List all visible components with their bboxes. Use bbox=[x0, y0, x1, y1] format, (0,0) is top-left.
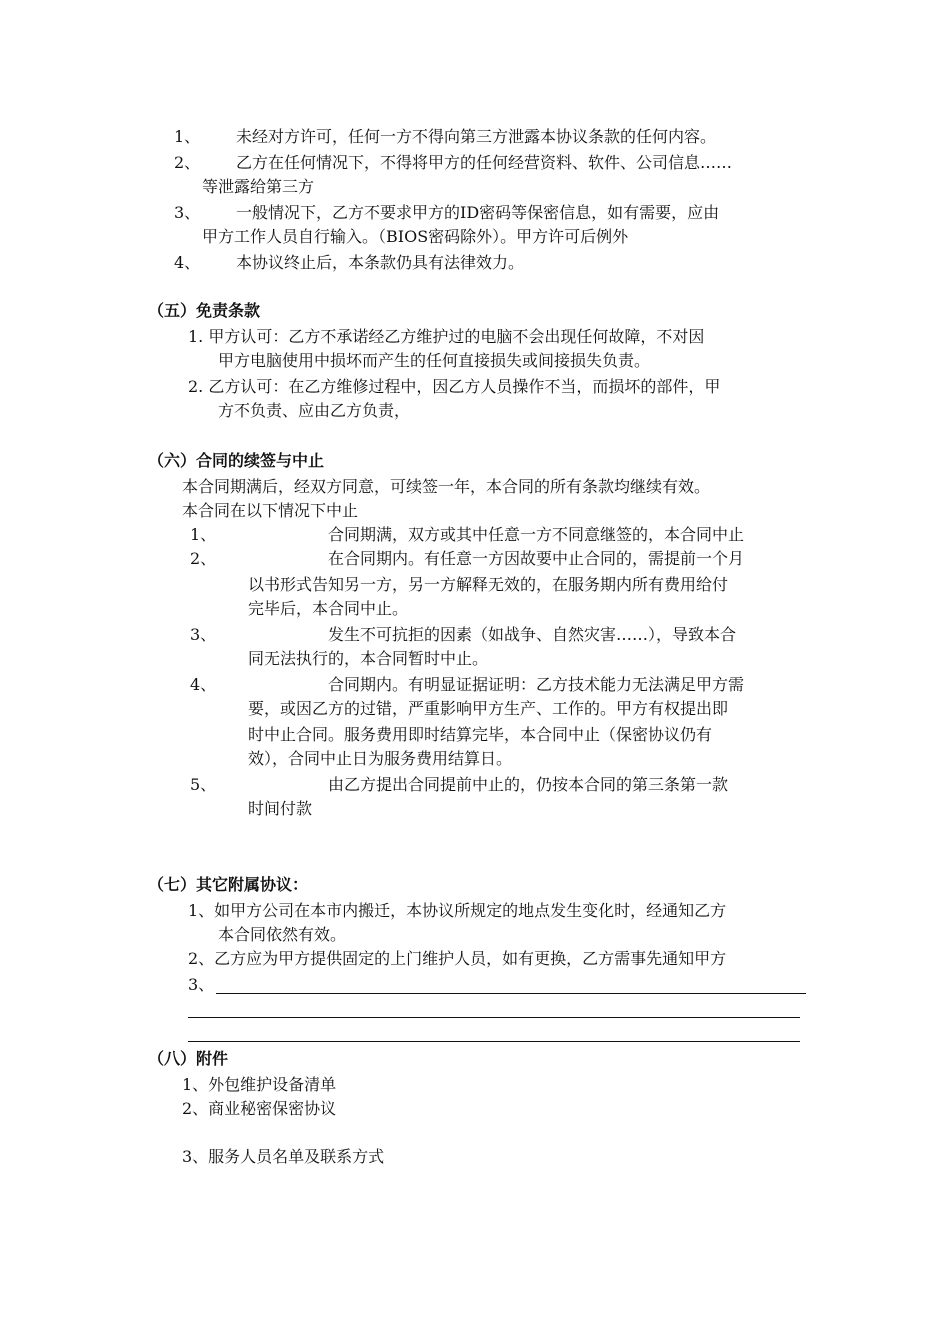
clause-text-continued: 甲方电脑使用中损坏而产生的任何直接损失或间接损失负责。 bbox=[218, 351, 651, 370]
blank-fill-line bbox=[216, 993, 806, 994]
list-item-text: 未经对方许可，任何一方不得向第三方泄露本协议条款的任何内容。 bbox=[236, 127, 717, 146]
attachment-item: 3、服务人员名单及联系方式 bbox=[182, 1147, 385, 1166]
list-item-number: 2、 bbox=[174, 153, 201, 172]
list-item-text-continued: 完毕后，本合同中止。 bbox=[248, 599, 409, 618]
list-item-text: 发生不可抗拒的因素（如战争、自然灾害……），导致本合 bbox=[328, 625, 737, 644]
list-item-text: 一般情况下，乙方不要求甲方的ID密码等保密信息，如有需要，应由 bbox=[236, 203, 720, 222]
clause-text: 2. 乙方认可：在乙方维修过程中，因乙方人员操作不当，而损坏的部件，甲 bbox=[188, 377, 721, 396]
list-item-number: 4、 bbox=[174, 253, 201, 272]
clause-text: 1、如甲方公司在本市内搬迁，本协议所规定的地点发生变化时，经通知乙方 bbox=[188, 901, 727, 920]
list-item-number: 3、 bbox=[190, 625, 217, 644]
list-item-number: 4、 bbox=[190, 675, 217, 694]
list-item-number: 1、 bbox=[174, 127, 201, 146]
section-heading: （七）其它附属协议： bbox=[148, 875, 309, 894]
list-item-text: 合同期内。有明显证据证明：乙方技术能力无法满足甲方需 bbox=[328, 675, 745, 694]
list-item-text-continued: 等泄露给第三方 bbox=[202, 177, 315, 196]
list-item-text-continued: 时间付款 bbox=[248, 799, 313, 818]
list-item-number: 3、 bbox=[174, 203, 201, 222]
clause-number: 3、 bbox=[188, 975, 215, 994]
list-item-number: 5、 bbox=[190, 775, 217, 794]
attachment-item: 1、外包维护设备清单 bbox=[182, 1075, 337, 1094]
list-item-number: 1、 bbox=[190, 525, 217, 544]
list-item-text: 由乙方提出合同提前中止的，仍按本合同的第三条第一款 bbox=[328, 775, 729, 794]
clause-text: 1. 甲方认可：乙方不承诺经乙方维护过的电脑不会出现任何故障，不对因 bbox=[188, 327, 705, 346]
list-item-text-continued: 以书形式告知另一方，另一方解释无效的，在服务期内所有费用给付 bbox=[248, 575, 729, 594]
list-item-text-continued: 要，或因乙方的过错，严重影响甲方生产、工作的。甲方有权提出即 bbox=[248, 699, 729, 718]
list-item-text-continued: 同无法执行的，本合同暂时中止。 bbox=[248, 649, 489, 668]
list-item-number: 2、 bbox=[190, 549, 217, 568]
blank-fill-line bbox=[188, 1041, 800, 1042]
section-heading: （八）附件 bbox=[148, 1049, 229, 1068]
list-item-text: 在合同期内。有任意一方因故要中止合同的，需提前一个月 bbox=[328, 549, 745, 568]
paragraph: 本合同期满后，经双方同意，可续签一年，本合同的所有条款均继续有效。 bbox=[182, 477, 711, 496]
list-item-text: 本协议终止后，本条款仍具有法律效力。 bbox=[236, 253, 525, 272]
clause-text-continued: 本合同依然有效。 bbox=[218, 925, 347, 944]
blank-fill-line bbox=[188, 1017, 800, 1018]
section-heading: （六）合同的续签与中止 bbox=[148, 451, 325, 470]
list-item-text: 合同期满，双方或其中任意一方不同意继签的，本合同中止 bbox=[328, 525, 745, 544]
list-item-text-continued: 效），合同中止日为服务费用结算日。 bbox=[248, 749, 513, 768]
paragraph: 本合同在以下情况下中止 bbox=[182, 501, 359, 520]
clause-text-continued: 方不负责、应由乙方负责， bbox=[218, 401, 411, 420]
list-item-text-continued: 甲方工作人员自行输入。（BIOS密码除外）。甲方许可后例外 bbox=[202, 227, 629, 246]
list-item-text: 乙方在任何情况下，不得将甲方的任何经营资料、软件、公司信息…… bbox=[236, 153, 733, 172]
list-item-text-continued: 时中止合同。服务费用即时结算完毕，本合同中止（保密协议仍有 bbox=[248, 725, 713, 744]
clause-text: 2、乙方应为甲方提供固定的上门维护人员，如有更换，乙方需事先通知甲方 bbox=[188, 949, 727, 968]
section-heading: （五）免责条款 bbox=[148, 301, 261, 320]
attachment-item: 2、商业秘密保密协议 bbox=[182, 1099, 337, 1118]
